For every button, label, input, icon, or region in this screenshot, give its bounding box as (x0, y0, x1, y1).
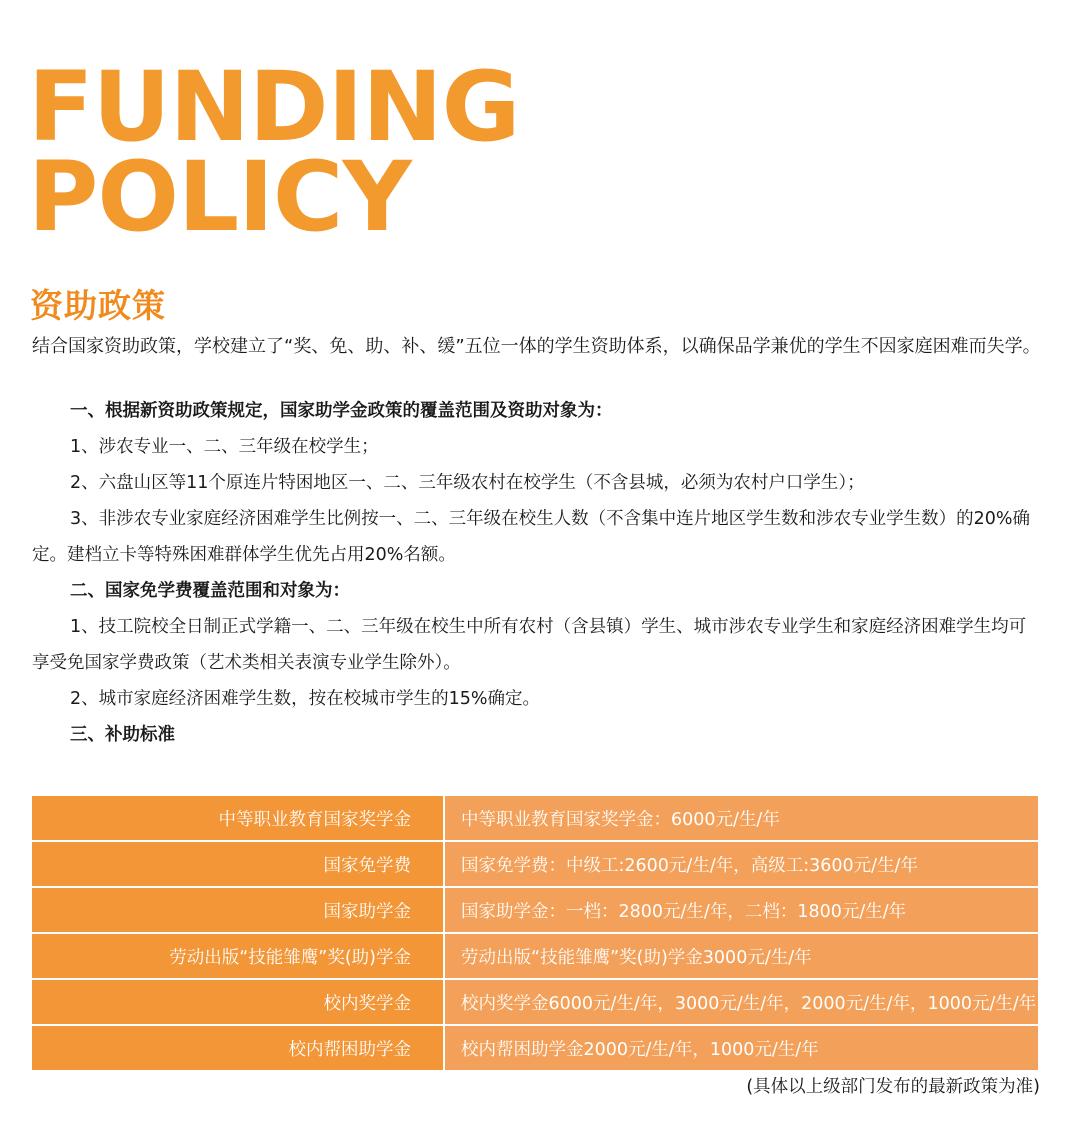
table-cell-detail: 国家免学费：中级工:2600元/生/年，高级工:3600元/生/年 (444, 841, 1038, 887)
table-row (32, 1025, 1038, 1070)
table-row (32, 796, 1038, 841)
section-heading-1: 一、根据新资助政策规定，国家助学金政策的覆盖范围及资助对象为： (70, 401, 613, 421)
policy-item-2-2: 2、城市家庭经济困难学生数，按在校城市学生的15%确定。 (70, 689, 541, 709)
section-heading-2: 二、国家免学费覆盖范围和对象为： (70, 581, 350, 601)
table-cell-name: 劳动出版“技能雏鹰”奖(助)学金 (32, 933, 444, 979)
section-heading-3: 三、补助标准 (70, 725, 175, 745)
table-cell-detail: 劳动出版“技能雏鹰”奖(助)学金3000元/生/年 (444, 933, 1038, 979)
hero-title (28, 51, 520, 253)
policy-item-1-1: 1、涉农专业一、二、三年级在校学生； (70, 437, 379, 457)
footnote: (具体以上级部门发布的最新政策为准) (746, 1077, 1040, 1097)
subsidy-standards-table (32, 796, 1038, 1070)
table-row (32, 841, 1038, 887)
policy-body (32, 393, 1042, 753)
table-cell-name: 中等职业教育国家奖学金 (32, 796, 444, 841)
table-cell-name: 校内帮困助学金 (32, 1025, 444, 1070)
hero-title-line-2: POLICY (28, 141, 411, 253)
section-subtitle: 资助政策 (30, 286, 166, 325)
table-row (32, 979, 1038, 1025)
table-cell-name: 国家助学金 (32, 887, 444, 933)
policy-item-2-1: 1、技工院校全日制正式学籍一、二、三年级在校生中所有农村（含县镇）学生、城市涉农专业学生和家庭经济困难学生均可享受免国家学费政策（艺术类相关表演专业学生除外）。 (32, 617, 1027, 673)
table-cell-detail: 校内帮困助学金2000元/生/年，1000元/生/年 (444, 1025, 1038, 1070)
policy-item-1-2: 2、六盘山区等11个原连片特困地区一、二、三年级农村在校学生（不含县城，必须为农村户口学生）； (70, 473, 865, 493)
intro-paragraph: 结合国家资助政策，学校建立了“奖、免、助、补、缓”五位一体的学生资助体系，以确保品学兼优的学生不因家庭困难而失学。 (32, 336, 1041, 357)
table-cell-name: 校内奖学金 (32, 979, 444, 1025)
hero-title-line-1: FUNDING (28, 51, 520, 163)
table-cell-detail: 国家助学金：一档：2800元/生/年，二档：1800元/生/年 (444, 887, 1038, 933)
table-row (32, 933, 1038, 979)
table-cell-name: 国家免学费 (32, 841, 444, 887)
table-cell-detail: 校内奖学金6000元/生/年，3000元/生/年，2000元/生/年，1000元/生/年 (444, 979, 1038, 1025)
policy-item-1-3: 3、非涉农专业家庭经济困难学生比例按一、二、三年级在校生人数（不含集中连片地区学生数和涉农专业学生数）的20%确定。建档立卡等特殊困难群体学生优先占用20%名额。 (32, 509, 1031, 565)
table-row (32, 887, 1038, 933)
table-cell-detail: 中等职业教育国家奖学金：6000元/生/年 (444, 796, 1038, 841)
